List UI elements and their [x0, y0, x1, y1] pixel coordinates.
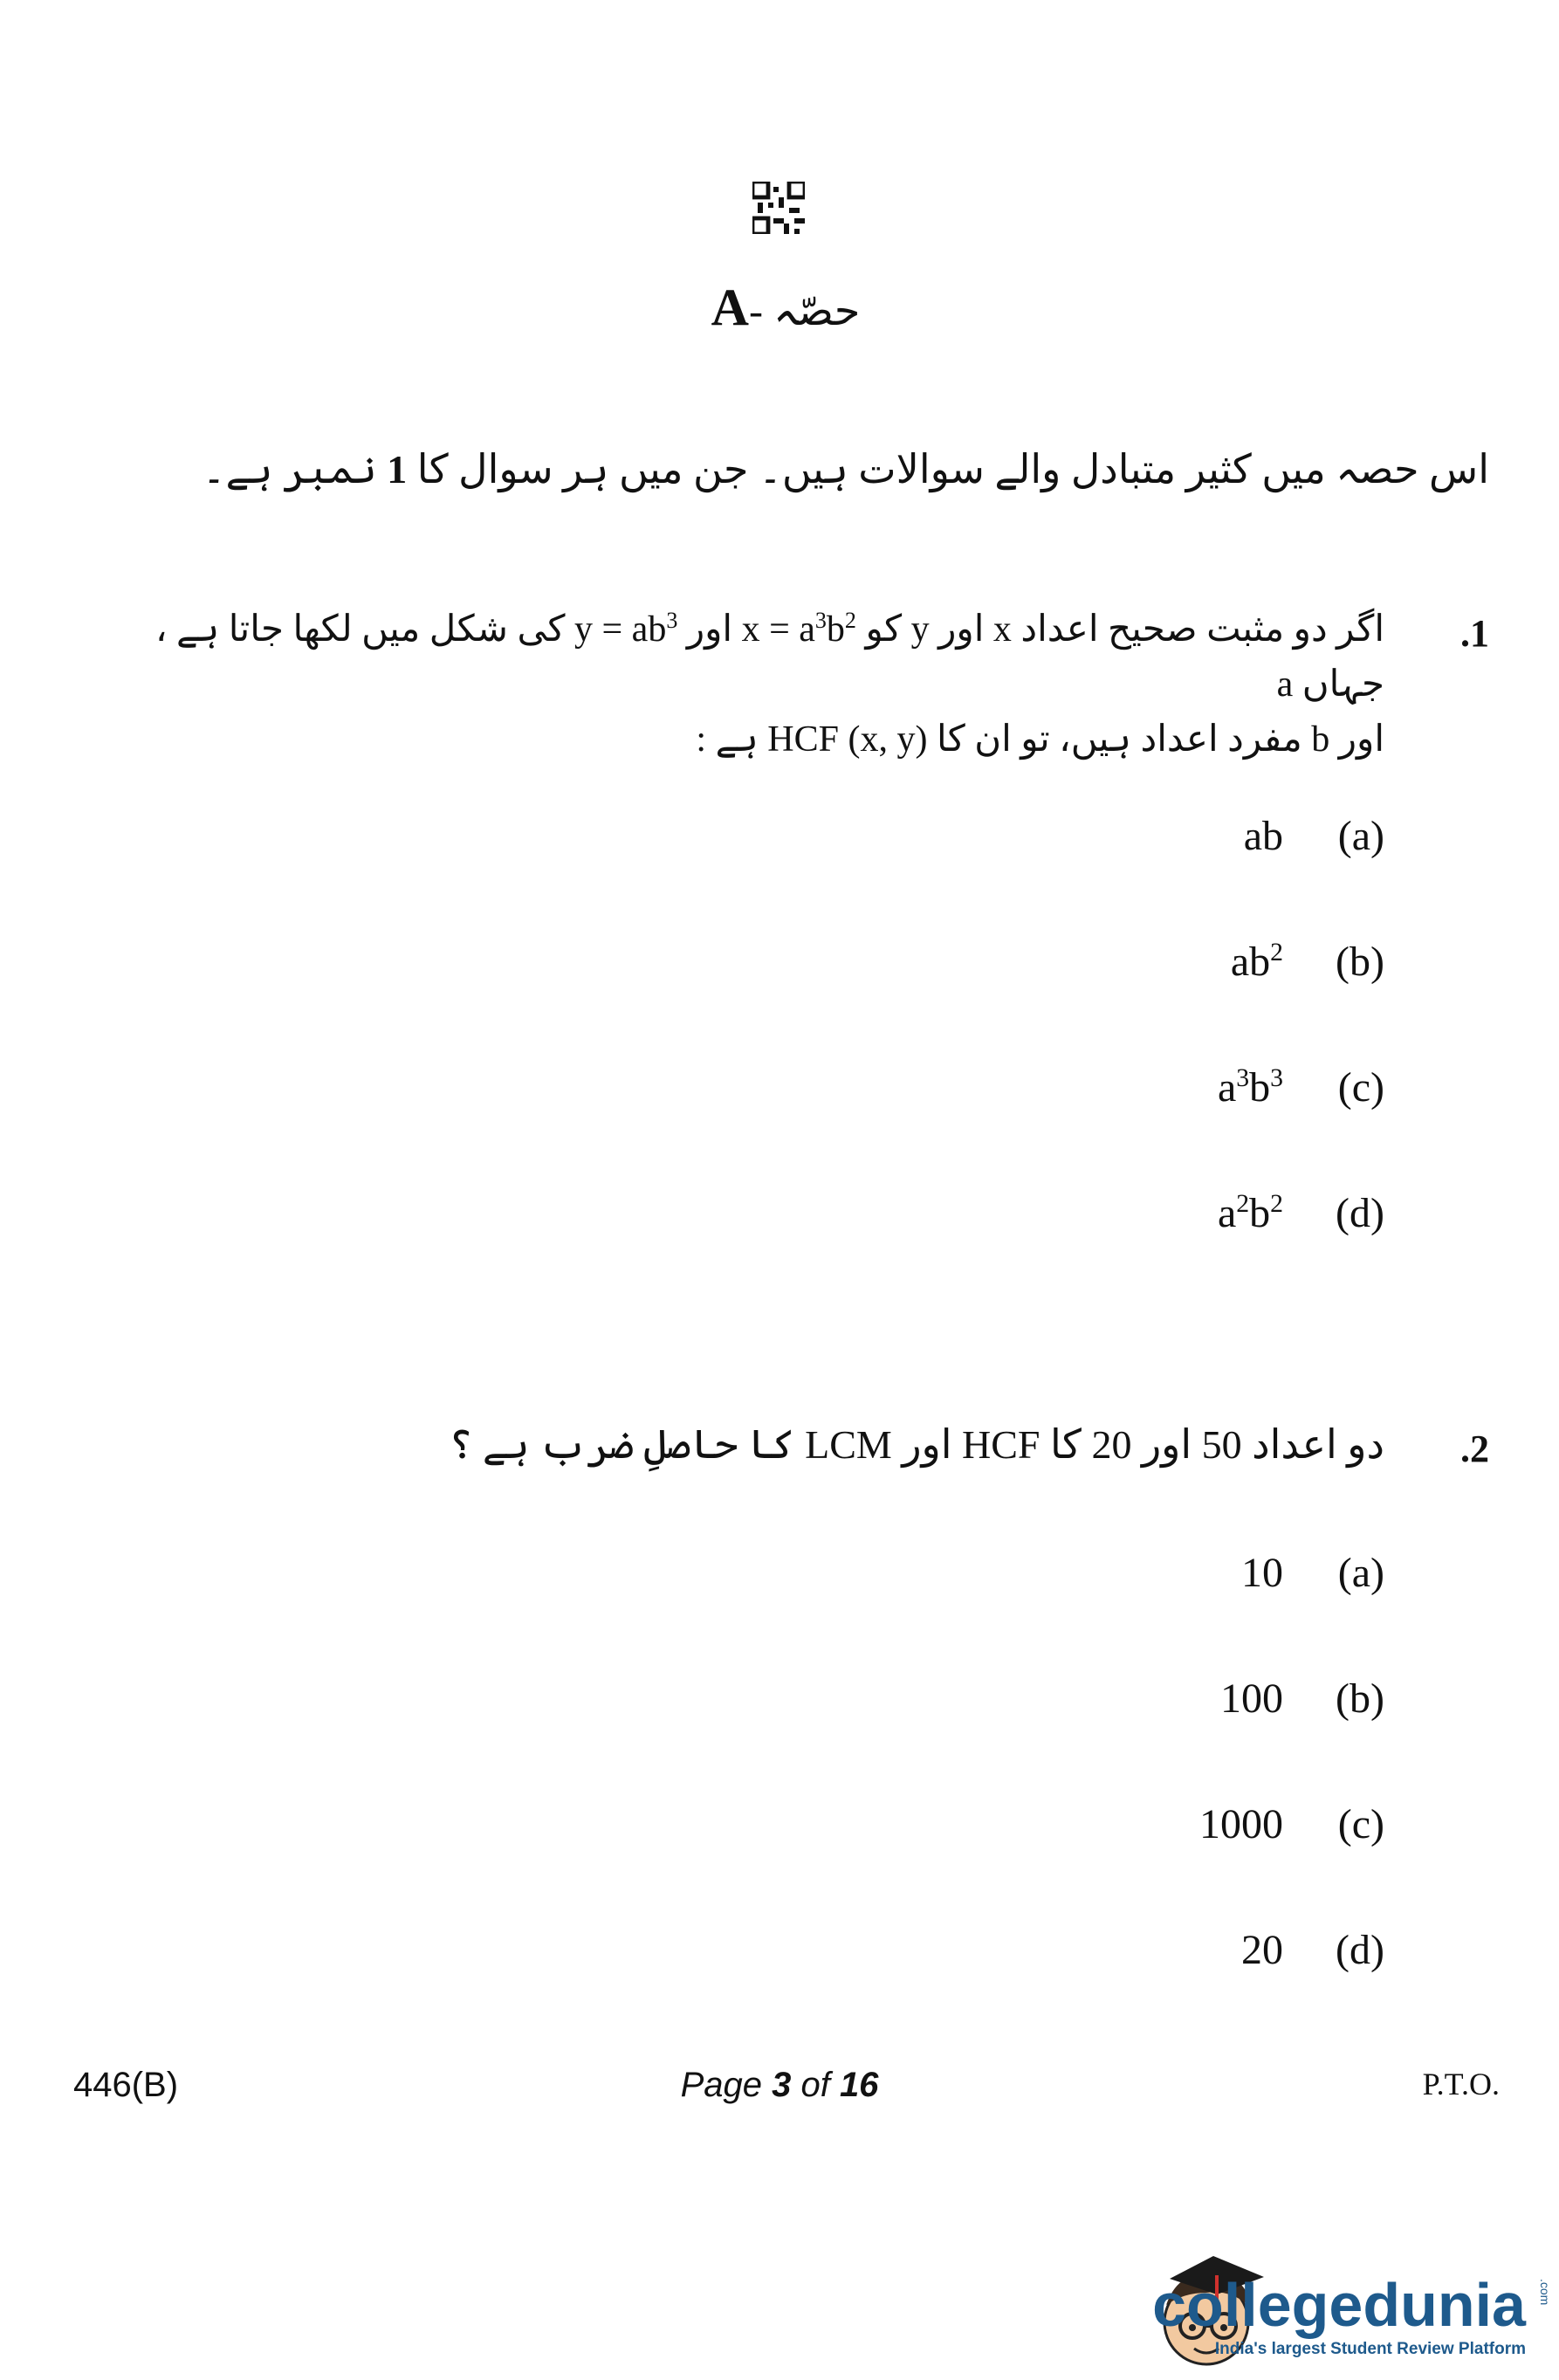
section-instruction: اس حصہ میں کثیر متبادل والے سوالات ہیں۔ جن میں ہر سوال کا 1 نمبر ہے۔ — [202, 447, 1489, 492]
section-title: Aحصّہ - — [711, 279, 861, 336]
brand-tagline: India's largest Student Review Platform — [1214, 2340, 1526, 2358]
q2-option-d: 20 (d) — [1241, 1927, 1384, 1973]
q1-option-a: ab (a) — [1243, 813, 1384, 859]
paper-code: 446(B) — [73, 2066, 179, 2104]
question-2-text: دو اعداد 50 اور 20 کا HCF اور LCM کا حاصلِ ضرب ہے ؟ — [449, 1422, 1384, 1467]
page-indicator: Page 3 of 16 — [680, 2066, 879, 2104]
brand-logo-text: collegedunia — [1152, 2271, 1526, 2339]
brand-logo-com: .com — [1538, 2279, 1552, 2306]
pto-label: P.T.O. — [1422, 2067, 1500, 2101]
q2-option-c: 1000 (c) — [1199, 1801, 1384, 1847]
question-1-text: اگر دو مثبت صحیح اعداد x اور y کو $x = a^3b^2$ اور $y = ab^3$ کی شکل میں لکھا جاتا ہے ، جہاں a اور b مفرد اعداد ہیں، تو ان کا HCF (x, y) ہے : — [155, 608, 1384, 760]
question-1-number: .1 — [1460, 612, 1489, 655]
q2-option-b: 100 (b) — [1220, 1675, 1384, 1722]
qr-code-icon — [752, 182, 805, 234]
q2-option-a: 10 (a) — [1241, 1550, 1384, 1596]
q1-option-b: $ab^2$ (b) — [1230, 938, 1384, 985]
question-2-number: .2 — [1460, 1427, 1489, 1470]
q1-option-c: $a^3b^3$ (c) — [1217, 1063, 1384, 1111]
q1-option-d: $a^2b^2$ (d) — [1217, 1189, 1384, 1236]
